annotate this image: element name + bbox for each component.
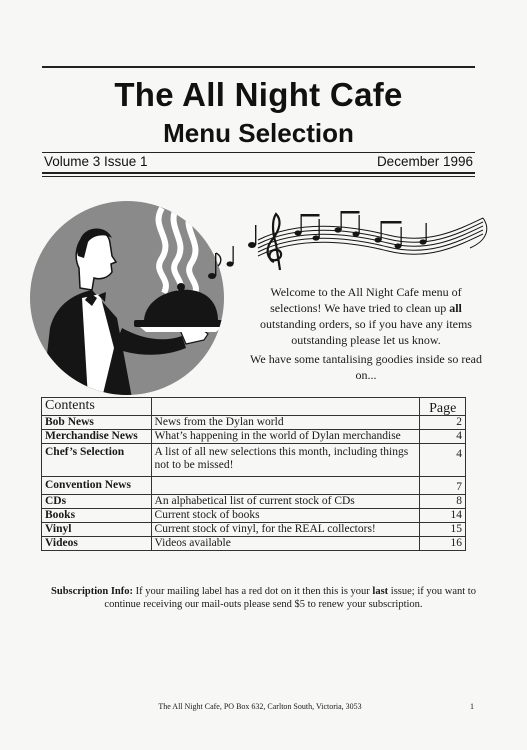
masthead-bottom-rule-thin bbox=[42, 176, 475, 177]
section-name: Chef’s Selection bbox=[42, 444, 152, 477]
welcome-paragraph: Welcome to the All Night Cafe menu of selections! We have tried to clean up all outstanding orders, so if you have any items outstanding please let us know. bbox=[260, 285, 472, 347]
footer-address: The All Night Cafe, PO Box 632, Carlton South, Victoria, 3053 bbox=[158, 702, 362, 711]
section-page: 2 bbox=[420, 416, 466, 430]
contents-heading-blank bbox=[151, 398, 420, 416]
section-page: 7 bbox=[420, 477, 466, 495]
contents-table bbox=[41, 397, 466, 551]
subscription-info: Subscription Info: If your mailing label has a red dot on it then this is your last issue; if you want to continue receiving our mail-outs please send $5 to renew your subscription. bbox=[51, 586, 476, 610]
section-description bbox=[151, 477, 420, 495]
section-description: News from the Dylan world bbox=[151, 416, 420, 430]
section-name: CDs bbox=[42, 495, 152, 509]
contents-header-row bbox=[42, 398, 466, 416]
issue-date: December 1996 bbox=[376, 154, 473, 169]
section-description: A list of all new selections this month, including things not to be missed! bbox=[151, 444, 420, 477]
section-name: Videos bbox=[42, 537, 152, 551]
welcome-paragraph-2: We have some tantalising goodies inside so read on... bbox=[250, 352, 482, 382]
welcome-text bbox=[246, 284, 486, 386]
waiter-with-cloche-icon bbox=[22, 198, 247, 398]
issue-row bbox=[42, 154, 475, 172]
section-page: 4 bbox=[420, 430, 466, 444]
table-row bbox=[42, 416, 466, 430]
music-notes-ribbon-icon bbox=[238, 200, 493, 275]
section-description: What’s happening in the world of Dylan merchandise bbox=[151, 430, 420, 444]
table-row bbox=[42, 430, 466, 444]
masthead-mid-rule bbox=[42, 152, 475, 153]
page-heading: Page bbox=[420, 398, 466, 416]
section-page: 14 bbox=[420, 509, 466, 523]
masthead-top-rule bbox=[42, 66, 475, 68]
section-page: 8 bbox=[420, 495, 466, 509]
section-name: Bob News bbox=[42, 416, 152, 430]
table-row bbox=[42, 523, 466, 537]
section-name: Merchandise News bbox=[42, 430, 152, 444]
table-row bbox=[42, 495, 466, 509]
section-page: 4 bbox=[420, 444, 466, 477]
contents-heading: Contents bbox=[42, 398, 152, 416]
section-name: Books bbox=[42, 509, 152, 523]
masthead-bottom-rule bbox=[42, 172, 475, 174]
section-description: Current stock of vinyl, for the REAL collectors! bbox=[151, 523, 420, 537]
volume-issue: Volume 3 Issue 1 bbox=[44, 154, 148, 169]
table-row bbox=[42, 477, 466, 495]
newsletter-subtitle: Menu Selection bbox=[163, 118, 354, 148]
table-row bbox=[42, 537, 466, 551]
section-name: Convention News bbox=[42, 477, 152, 495]
table-row bbox=[42, 509, 466, 523]
section-description: Current stock of books bbox=[151, 509, 420, 523]
page-number: 1 bbox=[470, 702, 474, 711]
section-page: 16 bbox=[420, 537, 466, 551]
newsletter-title: The All Night Cafe bbox=[114, 76, 403, 113]
section-name: Vinyl bbox=[42, 523, 152, 537]
subscription-label: Subscription Info: bbox=[51, 586, 133, 597]
section-description: Videos available bbox=[151, 537, 420, 551]
section-page: 15 bbox=[420, 523, 466, 537]
section-description: An alphabetical list of current stock of CDs bbox=[151, 495, 420, 509]
contents-body bbox=[42, 416, 466, 551]
table-row bbox=[42, 444, 466, 477]
